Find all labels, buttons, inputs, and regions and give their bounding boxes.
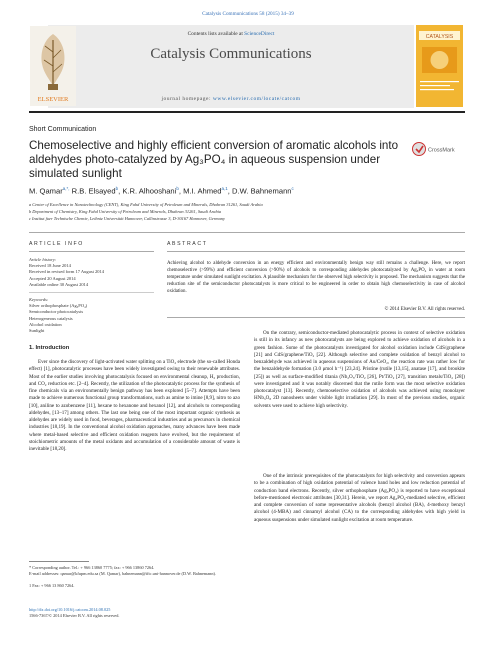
homepage-prefix: journal homepage: bbox=[161, 96, 213, 102]
contents-prefix: Contents lists available at bbox=[187, 31, 245, 37]
article-type: Short Communication bbox=[29, 126, 97, 133]
sciencedirect-link[interactable]: ScienceDirect bbox=[244, 31, 275, 37]
affiliation-a: a Center of Excellence in Nanotechnology (CENT), King Fahd University of Petroleum and Minerals, Dhahran 31261, Saudi Arabia bbox=[29, 202, 263, 207]
abstract-copyright: © 2014 Elsevier B.V. All rights reserved. bbox=[384, 307, 465, 312]
abstract-bottom-rule bbox=[167, 317, 465, 318]
author-affil-mark: c bbox=[291, 186, 294, 191]
footnote-rule bbox=[29, 561, 89, 562]
footnote-email[interactable]: E-mail addresses: qamar@kfupm.edu.sa (M. Qamar), bahnemann@iftc.uni-hannover.de (D.W. Bahnemann). bbox=[29, 571, 216, 576]
journal-title: Catalysis Communications bbox=[150, 46, 312, 62]
author-name[interactable]: M. Qamar bbox=[29, 186, 63, 196]
article-title: Chemoselective and highly efficient conversion of aromatic alcohols into aldehydes photo-catalyzed by Ag₃PO₄ in aqueous suspension under simulated sunlight bbox=[29, 139, 399, 180]
author-name[interactable]: K.R. Alhooshani bbox=[122, 186, 177, 196]
cover-title: CATALYSIS bbox=[425, 34, 454, 40]
keyword-item: Heterogeneous catalysis bbox=[29, 315, 73, 321]
journal-citation[interactable]: Catalysis Communications 58 (2015) 34–39 bbox=[202, 11, 294, 17]
keywords-rule bbox=[29, 292, 154, 293]
intro-right-paragraph-1: On the contrary, semiconductor-mediated photocatalytic process in context of selective oxidation is still in its infancy as new photocatalysts are being explored to achieve oxidation of alcohols in a green fashion. Some of the photocatalysts investigated for alcohol oxidation include CdS/graphene [21] and CdS/graphene/TiO₂ [22]. Although selective and complete oxidation of benzyl alcohol to benzaldehyde was achieved in aqueous suspensions of Au/CeO₂, the reaction rate was rather low for the benzaldehyde formation (3.0 μmol h⁻¹) [23,24]. Pristine (rutile [13,15], anatase [17], and brookite [25]) as well as surface-modified titania (Nb₂O₅/TiO₂ [26], Pt/TiO₂ [27], transition metals/TiO₂ [28]) were investigated and it was notably discerned that the rutile form was the most selective oxidation photocatalyst [13]. Recently, chemoselective oxidation of alcohols was achieved using monolayer HNb₃O₈ 2D nanosheets under visible light irradiation [29]. In most of the previous studies, organic solvents were used to achieve high selectivity. bbox=[254, 330, 465, 409]
contents-line bbox=[48, 31, 414, 37]
history-item: Received in revised form 17 August 2014 bbox=[29, 269, 104, 275]
author-affil-mark: b bbox=[176, 186, 179, 191]
intro-left-column: Ever since the discovery of light-activated water splitting on a TiO₂ electrode (the so-called Honda effect) [1], photocatalytic processes have been widely investigated owing to their renewable attributes. Most of the earlier studies involving photocatalysis focused on environmental cleanup, H₂ production, and CO₂ reduction etc. [2–4]. Recently, the utilization of the photocatalytic process for the synthesis of fine chemicals via an environmentally benign pathway has been explored [5–7]. Attempts have been made to achieve numerous functional group transformations, such as amine to imine [8,9], nitro to azo [10], aniline to azobenzene [11], hexane to hexanone and hexanol [12], and alcohols to corresponding aldehydes, [13–17] among others. The last one being one of the most important organic synthesis as aldehydes are widely used in food, beverages, pharmaceutical industries and as precursors in chemical industries [18,19]. In the conventional alcohol oxidation approaches, many advances have been made where metal-based selective and efficient oxidation reagents have evolved, but the requirement of stoichiometric amounts of the metal oxidants and accumulation of a considerable amount of waste is inevitable [18,20]. bbox=[29, 359, 240, 452]
divider bbox=[29, 232, 465, 233]
homepage-link[interactable]: www.elsevier.com/locate/catcom bbox=[212, 96, 301, 102]
author-name[interactable]: R.B. Elsayed bbox=[71, 186, 116, 196]
history-item: Available online 30 August 2014 bbox=[29, 281, 89, 287]
abstract-text: Achieving alcohol to aldehyde conversion in an energy efficient and environmentally benign way still remains a challenge. Here, we report chemoselective (>99%) and efficient conversion (>90%) of alcohols to corresponding aldehydes photocatalyzed by Ag₃PO₄ in water at room temperature under simulated sunlight excitation. A plausible mechanism for the observed high selectivity is proposed. The mechanism suggests that the reduction site of the semiconductor photocatalysts is more critical to be engineered in order to obtain high chemoselectivity in case of alcohol oxidation. bbox=[167, 261, 465, 294]
header-rule bbox=[29, 111, 465, 113]
footnote-fax: 1 Fax: + 966 13 860 7264. bbox=[29, 583, 75, 588]
crossmark-badge[interactable] bbox=[411, 141, 461, 157]
footnote-corresponding: * Corresponding author. Tel.: + 966 13860 7775; fax: + 966 13860 7264. bbox=[29, 565, 155, 570]
article-info-rule bbox=[29, 251, 154, 252]
affiliation-c: c Institut fuer Technische Chemie, Leibniz Universität Hannover, Callinstrasse 3, D-30167 Hannover, Germany bbox=[29, 216, 225, 221]
author-name[interactable]: D.W. Bahnemann bbox=[232, 186, 292, 196]
history-item: Received 18 June 2014 bbox=[29, 263, 71, 269]
publisher-name: ELSEVIER bbox=[37, 96, 69, 103]
crossmark-label: CrossMark bbox=[428, 147, 455, 154]
abstract-rule bbox=[167, 251, 465, 252]
history-item: Accepted 20 August 2014 bbox=[29, 275, 76, 281]
journal-cover-thumbnail[interactable] bbox=[416, 25, 463, 107]
author-affil-mark: b bbox=[115, 186, 119, 191]
elsevier-logo bbox=[30, 26, 76, 106]
article-info-heading: ARTICLE INFO bbox=[29, 241, 84, 247]
issn-copyright: 1566-7367/© 2014 Elsevier B.V. All rights reserved. bbox=[29, 613, 120, 618]
author-affil-mark: a,1 bbox=[221, 186, 228, 191]
author-name[interactable]: M.I. Ahmed bbox=[183, 186, 222, 196]
intro-right-paragraph-2: One of the intrinsic prerequisites of the photocatalysts for high selectivity and conversion appears to be a combination of high oxidation potential of valence band holes and low reduction potential of conduction band electrons. Recently, silver orthophosphate (Ag₃PO₄) is reported to have exceptional before-mentioned electronic attributes [30,31]. Herein, we report Ag₃PO₄-mediated selective, efficient and complete conversion of some representative alcohols (benzyl alcohol (BA), 4-methoxy benzyl alcohol (4-MBA) and cinnamyl alcohol (CA) to the corresponding aldehydes with high yield in aqueous suspensions under simulated sunlight excitation at room temperature. bbox=[254, 473, 465, 523]
keyword-item: Sunlight bbox=[29, 328, 45, 334]
affiliation-b: b Department of Chemistry, King Fahd University of Petroleum and Minerals, Dhahran 31261, Saudi Arabia bbox=[29, 209, 222, 214]
author-list: M. Qamar$^{a,*,}$ R.B. Elsayed$^b$, K.R. Alhooshani$^b$, M.I. Ahmed$^{a,1}$, D.W. Bahnemann$^c$ bbox=[29, 186, 294, 196]
keywords-label: Keywords: bbox=[29, 297, 49, 302]
history-label: Article history: bbox=[29, 257, 57, 262]
article-history bbox=[29, 257, 159, 288]
keyword-item: Semiconductor photocatalysts bbox=[29, 309, 84, 315]
keyword-item: Silver orthophosphate (Ag₃PO₄) bbox=[29, 303, 88, 309]
keyword-item: Alcohol oxidation bbox=[29, 321, 62, 327]
section-heading-introduction: 1. Introduction bbox=[29, 345, 70, 351]
keywords bbox=[29, 297, 159, 334]
abstract-heading: ABSTRACT bbox=[167, 241, 208, 247]
journal-homepage bbox=[48, 96, 414, 102]
doi-url[interactable]: http://dx.doi.org/10.1016/j.catcom.2014.08.025 bbox=[29, 607, 111, 612]
author-affil-mark: a,*, bbox=[62, 186, 70, 191]
